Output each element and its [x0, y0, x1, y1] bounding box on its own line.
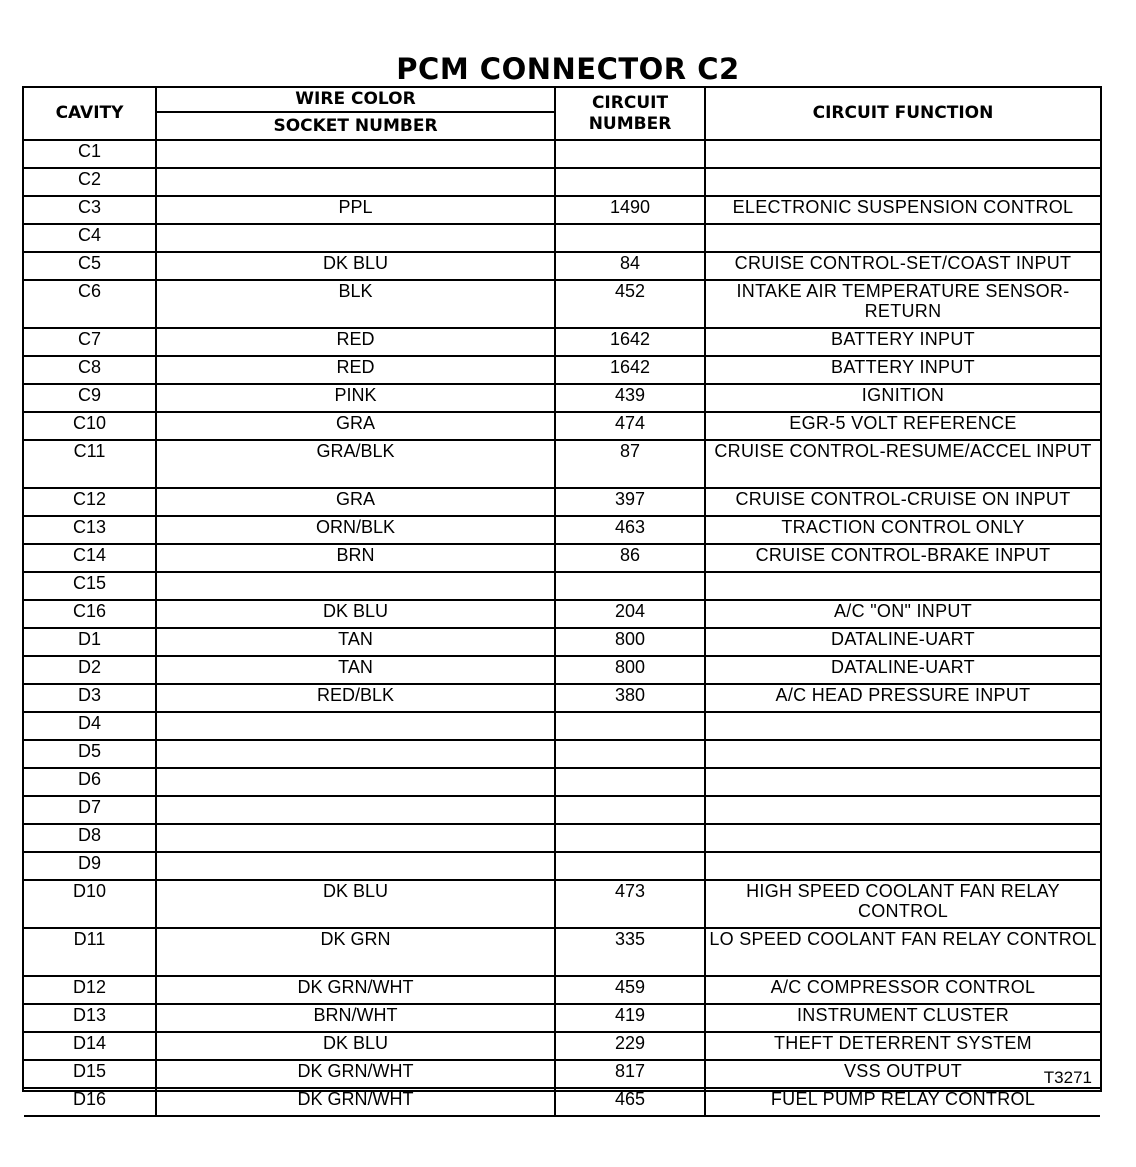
circuit-number-cell — [555, 740, 705, 768]
circuit-function-cell — [705, 768, 1100, 796]
circuit-function-cell — [705, 824, 1100, 852]
table-row — [24, 712, 1100, 740]
table-row — [24, 412, 1100, 440]
circuit-number-cell: 419 — [555, 1004, 705, 1032]
table-row — [24, 928, 1100, 976]
table-row — [24, 356, 1100, 384]
cavity-cell: D12 — [24, 976, 156, 1004]
table-row — [24, 880, 1100, 928]
circuit-number-header — [555, 88, 705, 140]
table-row — [24, 1004, 1100, 1032]
table-row — [24, 684, 1100, 712]
table-row — [24, 516, 1100, 544]
circuit-number-cell — [555, 572, 705, 600]
wire-color-cell: GRA/BLK — [156, 440, 555, 488]
circuit-function-header: CIRCUIT FUNCTION — [705, 88, 1100, 140]
circuit-function-cell: INTAKE AIR TEMPERATURE SENSOR-RETURN — [705, 280, 1100, 328]
circuit-function-cell: CRUISE CONTROL-RESUME/ACCEL INPUT — [705, 440, 1100, 488]
circuit-function-cell: A/C HEAD PRESSURE INPUT — [705, 684, 1100, 712]
table-row — [24, 384, 1100, 412]
circuit-number-cell: 335 — [555, 928, 705, 976]
cavity-cell: C2 — [24, 168, 156, 196]
circuit-number-cell — [555, 824, 705, 852]
wire-color-cell: DK BLU — [156, 880, 555, 928]
table-row — [24, 1060, 1100, 1088]
circuit-function-cell: INSTRUMENT CLUSTER — [705, 1004, 1100, 1032]
cavity-cell: C7 — [24, 328, 156, 356]
cavity-cell: C8 — [24, 356, 156, 384]
table-row — [24, 740, 1100, 768]
table-row — [24, 168, 1100, 196]
wire-color-cell: DK GRN/WHT — [156, 1060, 555, 1088]
circuit-number-cell: 800 — [555, 628, 705, 656]
circuit-number-cell — [555, 224, 705, 252]
table-frame — [22, 86, 1102, 1109]
wire-color-cell — [156, 768, 555, 796]
circuit-number-cell: 800 — [555, 656, 705, 684]
wire-color-cell: PPL — [156, 196, 555, 224]
circuit-function-cell: CRUISE CONTROL-CRUISE ON INPUT — [705, 488, 1100, 516]
circuit-function-cell — [705, 224, 1100, 252]
circuit-function-cell: CRUISE CONTROL-SET/COAST INPUT — [705, 252, 1100, 280]
cavity-cell: C5 — [24, 252, 156, 280]
circuit-number-cell: 465 — [555, 1088, 705, 1116]
cavity-cell: C9 — [24, 384, 156, 412]
circuit-number-cell — [555, 168, 705, 196]
table-row — [24, 976, 1100, 1004]
table-row — [24, 628, 1100, 656]
wire-color-cell — [156, 140, 555, 168]
wire-color-cell: PINK — [156, 384, 555, 412]
table-row — [24, 852, 1100, 880]
table-body — [24, 140, 1100, 1167]
footer-cell — [24, 1116, 1100, 1167]
cavity-cell: C10 — [24, 412, 156, 440]
wire-color-cell: TAN — [156, 628, 555, 656]
cavity-cell: D1 — [24, 628, 156, 656]
table-row — [24, 328, 1100, 356]
cavity-cell: D14 — [24, 1032, 156, 1060]
wire-color-cell: ORN/BLK — [156, 516, 555, 544]
cavity-cell: C11 — [24, 440, 156, 488]
page-title: PCM CONNECTOR C2 — [396, 52, 740, 86]
cavity-cell: D11 — [24, 928, 156, 976]
circuit-function-cell: EGR-5 VOLT REFERENCE — [705, 412, 1100, 440]
circuit-number-cell — [555, 852, 705, 880]
cavity-cell: D9 — [24, 852, 156, 880]
table-row — [24, 572, 1100, 600]
circuit-number-cell: 87 — [555, 440, 705, 488]
circuit-number-cell — [555, 712, 705, 740]
table-row — [24, 440, 1100, 488]
table-row — [24, 1032, 1100, 1060]
wire-color-cell: GRA — [156, 488, 555, 516]
cavity-cell: C6 — [24, 280, 156, 328]
footer-row — [24, 1116, 1100, 1167]
circuit-number-cell: 473 — [555, 880, 705, 928]
cavity-cell: D15 — [24, 1060, 156, 1088]
circuit-number-cell: 204 — [555, 600, 705, 628]
circuit-number-cell: 459 — [555, 976, 705, 1004]
wire-color-cell — [156, 852, 555, 880]
wire-color-cell: TAN — [156, 656, 555, 684]
wire-color-cell: DK GRN — [156, 928, 555, 976]
table-row — [24, 796, 1100, 824]
connector-table — [24, 88, 1100, 1167]
cavity-cell: D7 — [24, 796, 156, 824]
cavity-cell: C3 — [24, 196, 156, 224]
circuit-number-cell: 817 — [555, 1060, 705, 1088]
circuit-function-cell — [705, 572, 1100, 600]
circuit-number-cell: 1642 — [555, 328, 705, 356]
circuit-function-cell: IGNITION — [705, 384, 1100, 412]
cavity-cell: C15 — [24, 572, 156, 600]
circuit-number-cell: 474 — [555, 412, 705, 440]
table-row — [24, 656, 1100, 684]
wire-color-cell — [156, 796, 555, 824]
circuit-number-cell — [555, 140, 705, 168]
circuit-function-cell — [705, 740, 1100, 768]
circuit-function-cell: DATALINE-UART — [705, 656, 1100, 684]
wire-color-cell — [156, 168, 555, 196]
table-row — [24, 252, 1100, 280]
table-row — [24, 824, 1100, 852]
table-row — [24, 768, 1100, 796]
circuit-number-cell: 84 — [555, 252, 705, 280]
circuit-function-cell — [705, 852, 1100, 880]
circuit-function-cell: A/C "ON" INPUT — [705, 600, 1100, 628]
wire-color-cell — [156, 824, 555, 852]
wire-color-cell — [156, 712, 555, 740]
table-row — [24, 280, 1100, 328]
circuit-function-cell: VSS OUTPUT — [705, 1060, 1100, 1088]
circuit-number-cell: 439 — [555, 384, 705, 412]
cavity-cell: C13 — [24, 516, 156, 544]
circuit-number-cell: 397 — [555, 488, 705, 516]
circuit-function-cell: HIGH SPEED COOLANT FAN RELAY CONTROL — [705, 880, 1100, 928]
cavity-cell: D6 — [24, 768, 156, 796]
figure-id: T3271 — [1043, 1068, 1092, 1087]
wire-color-cell: BRN/WHT — [156, 1004, 555, 1032]
cavity-cell: D5 — [24, 740, 156, 768]
circuit-function-cell: BATTERY INPUT — [705, 356, 1100, 384]
wire-color-cell: DK GRN/WHT — [156, 976, 555, 1004]
circuit-function-cell: THEFT DETERRENT SYSTEM — [705, 1032, 1100, 1060]
wire-color-cell: DK BLU — [156, 600, 555, 628]
circuit-function-cell — [705, 712, 1100, 740]
wire-color-cell: RED — [156, 356, 555, 384]
circuit-function-cell: BATTERY INPUT — [705, 328, 1100, 356]
wire-color-cell: DK GRN/WHT — [156, 1088, 555, 1116]
cavity-header: CAVITY — [24, 88, 156, 140]
circuit-function-cell: ELECTRONIC SUSPENSION CONTROL — [705, 196, 1100, 224]
cavity-cell: D13 — [24, 1004, 156, 1032]
cavity-cell: C14 — [24, 544, 156, 572]
cavity-cell: D4 — [24, 712, 156, 740]
wire-color-cell: DK BLU — [156, 1032, 555, 1060]
wire-color-cell: GRA — [156, 412, 555, 440]
wire-color-cell — [156, 572, 555, 600]
table-row — [24, 600, 1100, 628]
table-row — [24, 488, 1100, 516]
circuit-number-cell — [555, 796, 705, 824]
circuit-number-cell: 1642 — [555, 356, 705, 384]
circuit-function-cell: DATALINE-UART — [705, 628, 1100, 656]
circuit-function-cell: FUEL PUMP RELAY CONTROL — [705, 1088, 1100, 1116]
circuit-number-cell: 380 — [555, 684, 705, 712]
circuit-function-cell — [705, 796, 1100, 824]
circuit-function-cell — [705, 168, 1100, 196]
cavity-cell: D16 — [24, 1088, 156, 1116]
wire-color-cell — [156, 224, 555, 252]
circuit-function-cell: CRUISE CONTROL-BRAKE INPUT — [705, 544, 1100, 572]
table-row — [24, 224, 1100, 252]
cavity-cell: C12 — [24, 488, 156, 516]
wire-color-header: WIRE COLOR — [156, 88, 555, 112]
circuit-number-cell: 229 — [555, 1032, 705, 1060]
circuit-number-cell — [555, 768, 705, 796]
table-row — [24, 1088, 1100, 1116]
cavity-cell: D8 — [24, 824, 156, 852]
cavity-cell: C16 — [24, 600, 156, 628]
wire-color-cell: DK BLU — [156, 252, 555, 280]
circuit-function-cell: LO SPEED COOLANT FAN RELAY CONTROL — [705, 928, 1100, 976]
circuit-number-label: CIRCUIT NUMBER — [588, 92, 672, 134]
wire-color-cell: BLK — [156, 280, 555, 328]
wire-color-cell: BRN — [156, 544, 555, 572]
wire-color-cell — [156, 740, 555, 768]
cavity-cell: D3 — [24, 684, 156, 712]
circuit-number-cell: 86 — [555, 544, 705, 572]
cavity-cell: C1 — [24, 140, 156, 168]
cavity-cell: D10 — [24, 880, 156, 928]
circuit-number-cell: 452 — [555, 280, 705, 328]
table-row — [24, 544, 1100, 572]
circuit-number-cell: 1490 — [555, 196, 705, 224]
circuit-function-cell: A/C COMPRESSOR CONTROL — [705, 976, 1100, 1004]
circuit-number-cell: 463 — [555, 516, 705, 544]
socket-number-header: SOCKET NUMBER — [156, 112, 555, 140]
wire-color-cell: RED — [156, 328, 555, 356]
circuit-function-cell — [705, 140, 1100, 168]
wire-color-cell: RED/BLK — [156, 684, 555, 712]
circuit-function-cell: TRACTION CONTROL ONLY — [705, 516, 1100, 544]
cavity-cell: D2 — [24, 656, 156, 684]
table-row — [24, 196, 1100, 224]
table-row — [24, 140, 1100, 168]
cavity-cell: C4 — [24, 224, 156, 252]
